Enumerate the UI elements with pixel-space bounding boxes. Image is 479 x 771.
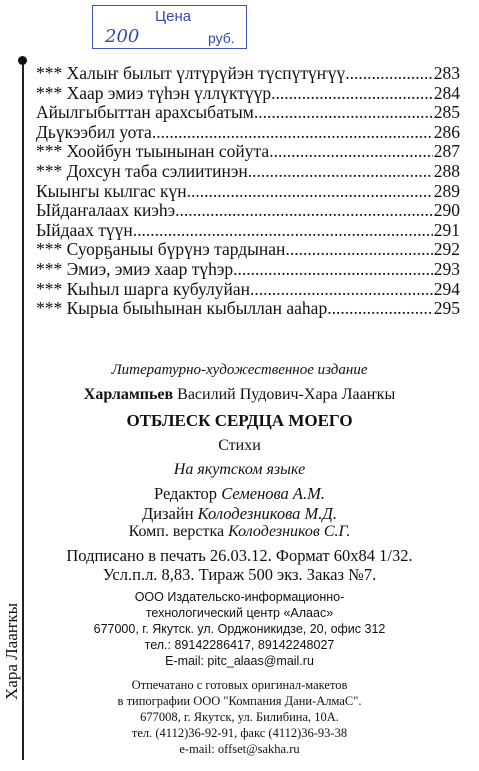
toc-entry-title: *** Хоойбун тыынынан сойута — [36, 141, 270, 162]
toc-entry-page: 287 — [433, 141, 460, 162]
toc-entry — [36, 64, 460, 84]
toc-leader-dots — [345, 64, 433, 84]
toc-entry-title: *** Дохсун таба сэлиитинэн — [36, 160, 248, 181]
spine-author: Хара Лааҥкы — [2, 602, 21, 700]
price-label: Цена — [155, 8, 192, 25]
layout-name: Колодезников С.Г. — [228, 523, 351, 540]
toc-leader-dots — [187, 182, 433, 202]
genre: Стихи — [218, 437, 261, 454]
toc-entry — [36, 260, 460, 280]
toc-entry-page: 283 — [433, 63, 460, 83]
edition-type: Литературно-художественное издание — [111, 362, 368, 378]
editor-label: Редактор — [153, 484, 218, 503]
toc-leader-dots — [152, 123, 433, 143]
toc-leader-dots — [327, 299, 433, 319]
toc-entry — [36, 123, 460, 143]
toc-entry-title: Ыйдаах түүн — [36, 219, 133, 240]
design-line — [0, 504, 479, 524]
publisher-email: E-mail: pitc_alaas@mail.ru — [165, 654, 314, 668]
editor-line — [0, 484, 479, 504]
toc-entry-page: 293 — [433, 258, 460, 279]
toc-leader-dots — [271, 84, 433, 104]
print-line-1: Подписано в печать 26.03.12. Формат 60х84 1/32. — [66, 546, 413, 565]
price-currency: руб. — [208, 30, 235, 46]
toc-entry-page: 285 — [433, 102, 460, 123]
toc-entry-page: 286 — [433, 121, 460, 142]
toc-entry — [36, 280, 460, 300]
editor-name: Семенова А.М. — [221, 484, 326, 503]
toc-entry — [36, 299, 460, 319]
toc-leader-dots — [248, 162, 433, 182]
toc-entry-page: 291 — [433, 219, 460, 240]
publisher-address: 677000, г. Якутск. ул. Орджоникидзе, 20, офис 312 — [93, 622, 386, 636]
toc-entry-page: 292 — [433, 239, 460, 260]
toc-entry-page: 288 — [433, 160, 460, 181]
toc-entry-title: *** Кырыа быыһынан кыбыллан ааһар — [36, 298, 328, 319]
toc-leader-dots — [254, 103, 433, 123]
toc-entry-title: Дьүкээбил уота — [36, 121, 152, 142]
printed-line-2: в типографии ООО "Компания Дани-АлмаС". — [117, 694, 362, 708]
printed-line-1: Отпечатано с готовых оригинал-макетов — [131, 678, 348, 692]
toc-entry-title: *** Хаар эмиэ түһэн үллүктүүр — [36, 82, 272, 103]
language-note: На якутском языке — [173, 461, 306, 478]
toc-entry-title: *** Халыҥ былыт үлтүрүйэн түспүтүҥүү — [36, 63, 346, 83]
toc-entry — [36, 142, 460, 162]
toc-entry — [36, 182, 460, 202]
toc-entry-title: *** Эмиэ, эмиэ хаар түһэр — [36, 258, 234, 279]
toc-entry-page: 295 — [433, 298, 460, 319]
publisher-line-1: ООО Издательско-информационно- — [134, 590, 345, 604]
toc-entry-title: *** Суорҕаныы бүрүнэ тардынан — [36, 239, 286, 260]
design-name: Колодезникова М.Д. — [197, 504, 338, 523]
layout-label: Комп. верстка — [128, 523, 225, 540]
author-line — [0, 386, 479, 404]
toc-leader-dots — [250, 280, 433, 300]
toc-leader-dots — [269, 142, 433, 162]
toc-entry-title: *** Кыһыл шарга кубулуйан — [36, 278, 250, 299]
toc-entry-page: 284 — [433, 82, 460, 103]
toc-leader-dots — [175, 201, 433, 221]
toc-entry-page: 294 — [433, 278, 460, 299]
spine-dot — [18, 56, 27, 65]
toc-entry — [36, 240, 460, 260]
print-line-2: Усл.п.л. 8,83. Тираж 500 экз. Заказ №7. — [102, 565, 377, 584]
toc-entry — [36, 162, 460, 182]
toc-entry — [36, 201, 460, 221]
toc-entry-page: 289 — [433, 180, 460, 201]
toc-entry-title: Ыйдаҥалаах киэһэ — [36, 200, 176, 221]
toc-entry-title: Кыынгы кылгас күн — [36, 180, 187, 201]
toc-leader-dots — [233, 260, 433, 280]
layout-line — [0, 523, 479, 541]
toc-entry-title: Айылгыбыттан арахсыбатым — [36, 102, 254, 123]
author-surname: Харлампьев — [83, 386, 174, 403]
table-of-contents — [36, 64, 460, 319]
toc-entry — [36, 221, 460, 241]
printed-email: e-mail: offset@sakha.ru — [179, 742, 300, 756]
printed-phone: тел. (4112)36-92-91, факс (4112)36-93-38 — [131, 726, 348, 740]
price-value: 200 — [105, 26, 140, 47]
book-title: ОТБЛЕСК СЕРДЦА МОЕГО — [126, 411, 353, 430]
price-stamp — [92, 5, 247, 49]
toc-leader-dots — [133, 221, 433, 241]
publisher-phone: тел.: 89142286417, 89142248027 — [144, 638, 335, 652]
author-rest: Василий Пудович-Хара Лааҥкы — [177, 386, 396, 403]
toc-leader-dots — [285, 240, 432, 260]
toc-entry — [36, 103, 460, 123]
printed-address: 677008, г. Якутск, ул. Билибина, 10А. — [140, 710, 339, 724]
design-label: Дизайн — [141, 504, 194, 523]
publisher-line-2: технологический центр «Алаас» — [145, 606, 334, 620]
toc-entry-page: 290 — [433, 200, 460, 221]
toc-entry — [36, 84, 460, 104]
